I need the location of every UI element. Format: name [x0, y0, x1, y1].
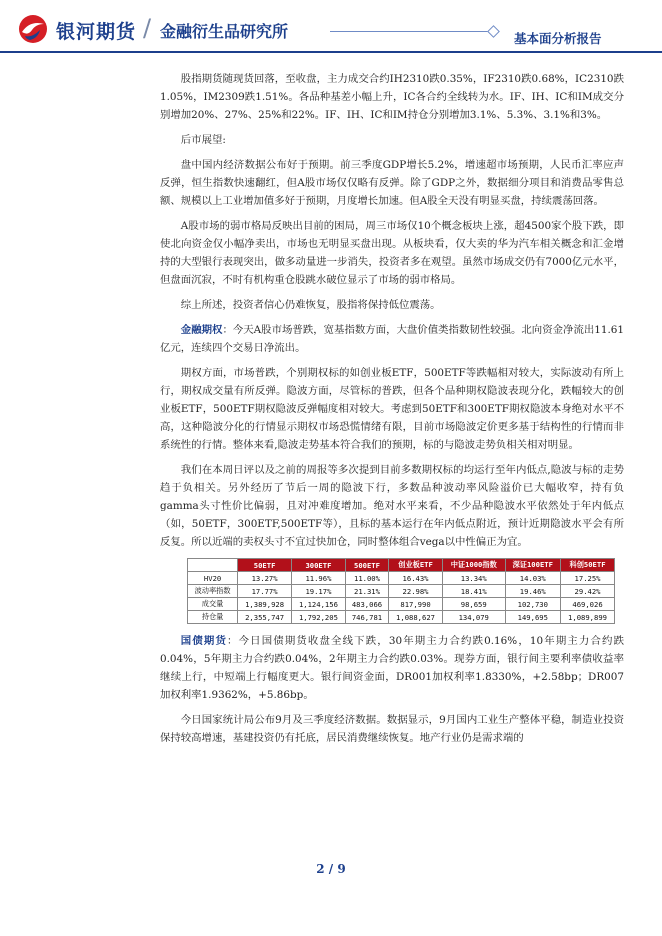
table-header-cell: 50ETF — [238, 559, 292, 572]
table-cell: 11.96% — [292, 572, 346, 585]
table-cell: 19.17% — [292, 585, 346, 598]
table-cell: 817,990 — [389, 598, 443, 611]
table-row — [188, 598, 615, 611]
paragraph-options-vol: 期权方面，市场普跌，个别期权标的如创业板ETF，500ETF等跌幅相对较大，实际波动有所上行，期权成交量有所反弹。隐波方面，尽管标的普跌，但各个品种期权隐波表现分化，跌幅较大的创业板ETF，500ETF期权隐波反弹幅度相对较大。考虑到50ETF和300ETF期权隐波本身绝对水平不高，这种隐波分化的行情显示期权市场恐慌情绪有限，目前市场隐波定价更多基于结构性的行情而非系统性的行情。整体来看,隐波走势基本符合我们的预期，标的与隐波走势负相关相对明显。 — [160, 367, 624, 451]
table-cell: 22.98% — [389, 585, 443, 598]
table-cell: 2,355,747 — [238, 611, 292, 624]
table-cell: 13.34% — [442, 572, 505, 585]
paragraph-options-outlook: 我们在本周日评以及之前的周报等多次提到目前多数期权标的均运行至年内低点,隐波与标的走势趋于负相关。另外经历了节后一周的隐波下行，多数品种波动率风险溢价已大幅收窄，持有负gamma头寸性价比偏弱，且对冲难度增加。绝对水平来看，不少品种隐波水平依然处于年内低点（如，50ETF，300ETF,500ETF等），且标的基本运行在年内低点附近，预计近期隐波水平会有所反复。所以近端的卖权头寸不宜过快加仓，同时整体组合vega以中性偏正为宜。 — [160, 464, 624, 548]
paragraph-outlook-heading: 后市展望: — [180, 134, 226, 146]
table-cell: 469,026 — [561, 598, 615, 611]
table-cell: 持仓量 — [188, 611, 238, 624]
table-header-cell: 300ETF — [292, 559, 346, 572]
table-cell: 1,389,928 — [238, 598, 292, 611]
table-cell: 1,124,156 — [292, 598, 346, 611]
table-row — [188, 572, 615, 585]
table-header-cell — [188, 559, 238, 572]
header-rule — [0, 51, 662, 53]
table-header-cell: 500ETF — [345, 559, 388, 572]
table-header-cell: 科创50ETF — [561, 559, 615, 572]
paragraph-weak-market: A股市场的弱市格局反映出目前的困局，周三市场仅10个概念板块上涨，超4500家个股下跌，即使北向资金仅小幅净卖出，市场也无明显买盘出现。从板块看，仅大卖的华为汽车相关概念和汇金增持的大型银行表现突出，做多动量进一步消失，投资者多在观望。虽然市场成交仍有7000亿元水平，但盘面沉寂，不时有机构重仓股跳水破位显示了市场的弱市格局。 — [160, 220, 624, 286]
page-header — [0, 0, 662, 60]
table-cell: 13.27% — [238, 572, 292, 585]
table-cell: 17.25% — [561, 572, 615, 585]
table-cell: 98,659 — [442, 598, 505, 611]
paragraph-index-futures: 股指期货随现货回落，至收盘，主力成交合约IH2310跌0.35%，IF2310跌0.68%，IC2310跌1.05%，IM2309跌1.51%。各品种基差小幅上升，IC各合约全线转为水。IF、IH、IC和IM成交分别增加20%、27%、25%和22%。IF、IH、IC和IM持仓分别增加3.1%、5.3%、3.1%和3%。 — [160, 73, 624, 121]
galaxy-logo-icon — [18, 14, 48, 44]
paragraph-options-intro: 金融期权：今天A股市场普跌，宽基指数方面，大盘价值类指数韧性较强。北向资金净流出11.61亿元，连续四个交易日净流出。 — [160, 324, 625, 354]
brand-name: 银河期货 — [56, 21, 137, 43]
paragraph-summary: 综上所述，投资者信心仍难恢复，股指将保持低位震荡。 — [180, 299, 441, 311]
diamond-icon — [487, 25, 500, 38]
table-cell: 19.46% — [505, 585, 561, 598]
page-number — [0, 862, 662, 876]
table-cell: 483,066 — [345, 598, 388, 611]
table-cell: 29.42% — [561, 585, 615, 598]
table-cell: 102,730 — [505, 598, 561, 611]
table-cell: 1,089,899 — [561, 611, 615, 624]
page-current: 2 — [316, 862, 325, 876]
table-cell: 18.41% — [442, 585, 505, 598]
table-cell: 1,792,205 — [292, 611, 346, 624]
table-cell: HV20 — [188, 572, 238, 585]
section-label-bonds: 国债期货 — [180, 635, 228, 647]
report-type: 基本面分析报告 — [514, 31, 602, 46]
table-cell: 成交量 — [188, 598, 238, 611]
table-cell: 14.03% — [505, 572, 561, 585]
table-row — [188, 585, 615, 598]
table-cell: 11.00% — [345, 572, 388, 585]
table-cell: 134,079 — [442, 611, 505, 624]
paragraph-gdp: 盘中国内经济数据公布好于预期。前三季度GDP增长5.2%，增速超市场预期，人民币汇率应声反弹，恒生指数快速翻红，但A股市场仅仅略有反弹。除了GDP之外，数据细分项目和消费品零售总额、规模以上工业增加值多好于预期，月度增长加速。但A股全天没有明显买盘，持续震荡回落。 — [160, 159, 624, 207]
options-table — [187, 558, 615, 624]
paragraph-stats-bureau: 今日国家统计局公布9月及三季度经济数据。数据显示，9月国内工业生产整体平稳，制造业投资保持较高增速，基建投资仍有托底，居民消费继续恢复。地产行业仍是需求端的 — [160, 714, 624, 744]
table-header-cell: 创业板ETF — [389, 559, 443, 572]
table-header-cell: 深证100ETF — [505, 559, 561, 572]
table-header-cell: 中证1000指数 — [442, 559, 505, 572]
section-label-options: 金融期权 — [180, 324, 223, 336]
table-cell: 1,088,627 — [389, 611, 443, 624]
table-header-row — [188, 559, 615, 572]
header-line — [330, 31, 490, 32]
page-separator: / — [328, 862, 334, 876]
table-cell: 149,695 — [505, 611, 561, 624]
table-cell: 波动率指数 — [188, 585, 238, 598]
table-cell: 746,781 — [345, 611, 388, 624]
report-body — [160, 70, 624, 754]
table-cell: 17.77% — [238, 585, 292, 598]
institute-name: 金融衍生品研究所 — [160, 22, 289, 41]
table-cell: 16.43% — [389, 572, 443, 585]
table-row — [188, 611, 615, 624]
page-total: 9 — [337, 862, 346, 876]
paragraph-bond-futures: 国债期货：今日国债期货收盘全线下跌，30年期主力合约跌0.16%，10年期主力合约跌0.04%，5年期主力合约跌0.04%，2年期主力合约跌0.03%。现券方面，银行间主要利率债收益率继续上行，中短端上行幅度更大。银行间资金面，DR001加权利率1.8330%，+2.58bp；DR007加权利率1.9362%，+5.86bp。 — [160, 635, 624, 701]
table-cell: 21.31% — [345, 585, 388, 598]
header-divider: / — [143, 14, 152, 42]
